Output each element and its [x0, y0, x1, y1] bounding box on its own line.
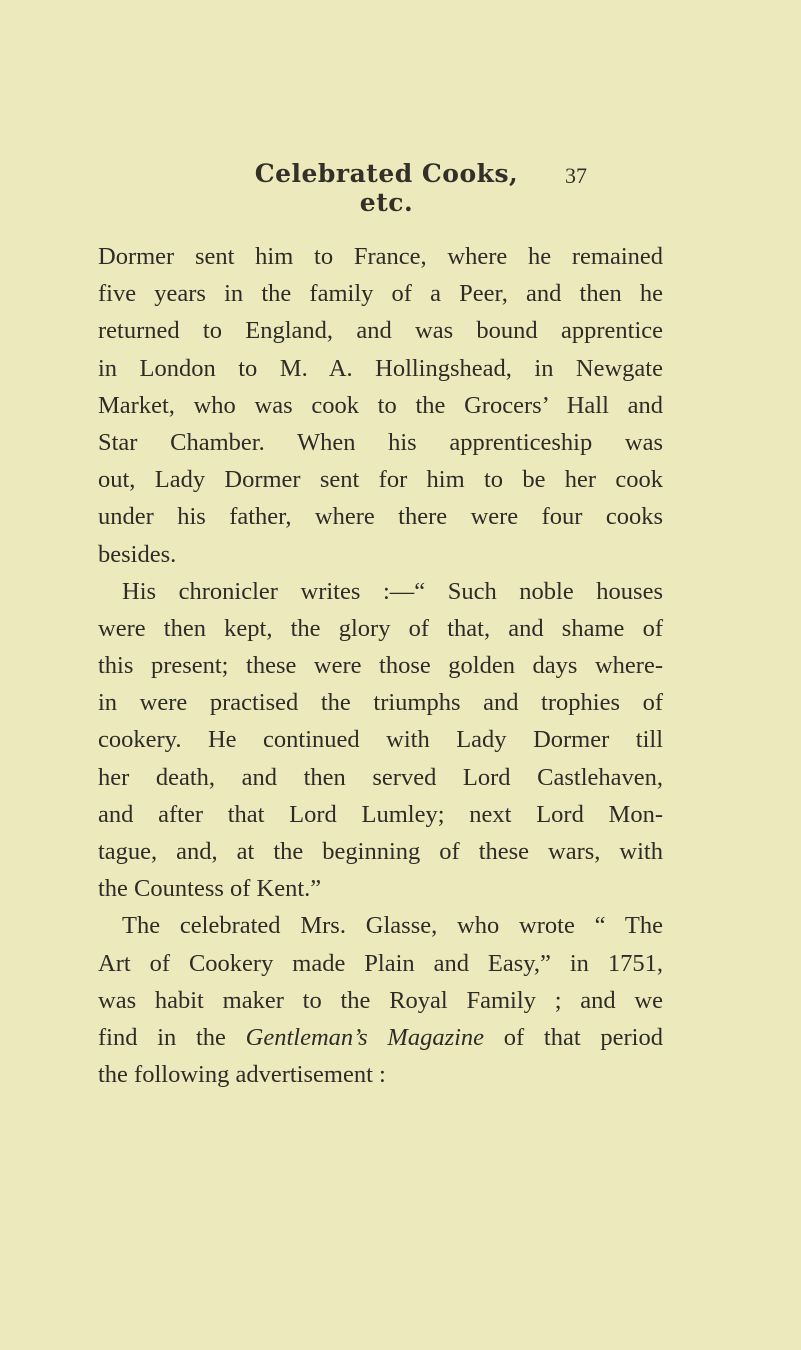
text-line: Star Chamber. When his apprenticeship was	[98, 428, 663, 456]
text-line: and after that Lord Lumley; next Lord Mon-	[98, 800, 663, 828]
text-line: under his father, where there were four cooks	[98, 503, 663, 531]
text-line: her death, and then served Lord Castlehaven,	[98, 763, 663, 791]
text-line: was habit maker to the Royal Family ; and we	[98, 986, 663, 1014]
running-title: Celebrated Cooks, etc.	[254, 159, 519, 217]
text-line: Dormer sent him to France, where he remained	[98, 243, 663, 270]
text-line	[98, 1019, 663, 1056]
text-line: Market, who was cook to the Grocers’ Hall and	[98, 391, 663, 419]
text-line: in were practised the triumphs and trophies of	[98, 689, 663, 717]
text-line: out, Lady Dormer sent for him to be her cook	[98, 466, 663, 494]
running-head	[0, 159, 801, 217]
text-run: find in the	[98, 1023, 226, 1051]
text-line: Art of Cookery made Plain and Easy,” in 1751,	[98, 949, 663, 977]
magazine-title: Gentleman’s Magazine	[245, 1023, 485, 1051]
text-line: the following advertisement :	[98, 1061, 386, 1089]
text-line: in London to M. A. Hollingshead, in Newgate	[98, 354, 663, 382]
body-text	[98, 238, 663, 1093]
text-line: besides.	[98, 540, 177, 568]
text-line: returned to England, and was bound apprentice	[98, 317, 663, 345]
text-line: the Countess of Kent.”	[98, 875, 322, 903]
text-line: were then kept, the glory of that, and shame of	[98, 614, 663, 642]
text-line: His chronicler writes :—“ Such noble houses	[122, 577, 663, 605]
page-number: 37	[565, 163, 587, 188]
text-line: The celebrated Mrs. Glasse, who wrote “ The	[122, 912, 663, 940]
text-line: cookery. He continued with Lady Dormer till	[98, 726, 663, 754]
text-line: this present; these were those golden days where-	[98, 652, 663, 680]
text-line: tague, and, at the beginning of these wars, with	[98, 838, 663, 865]
text-run: of that period	[503, 1023, 663, 1051]
text-line: five years in the family of a Peer, and then he	[98, 280, 663, 308]
